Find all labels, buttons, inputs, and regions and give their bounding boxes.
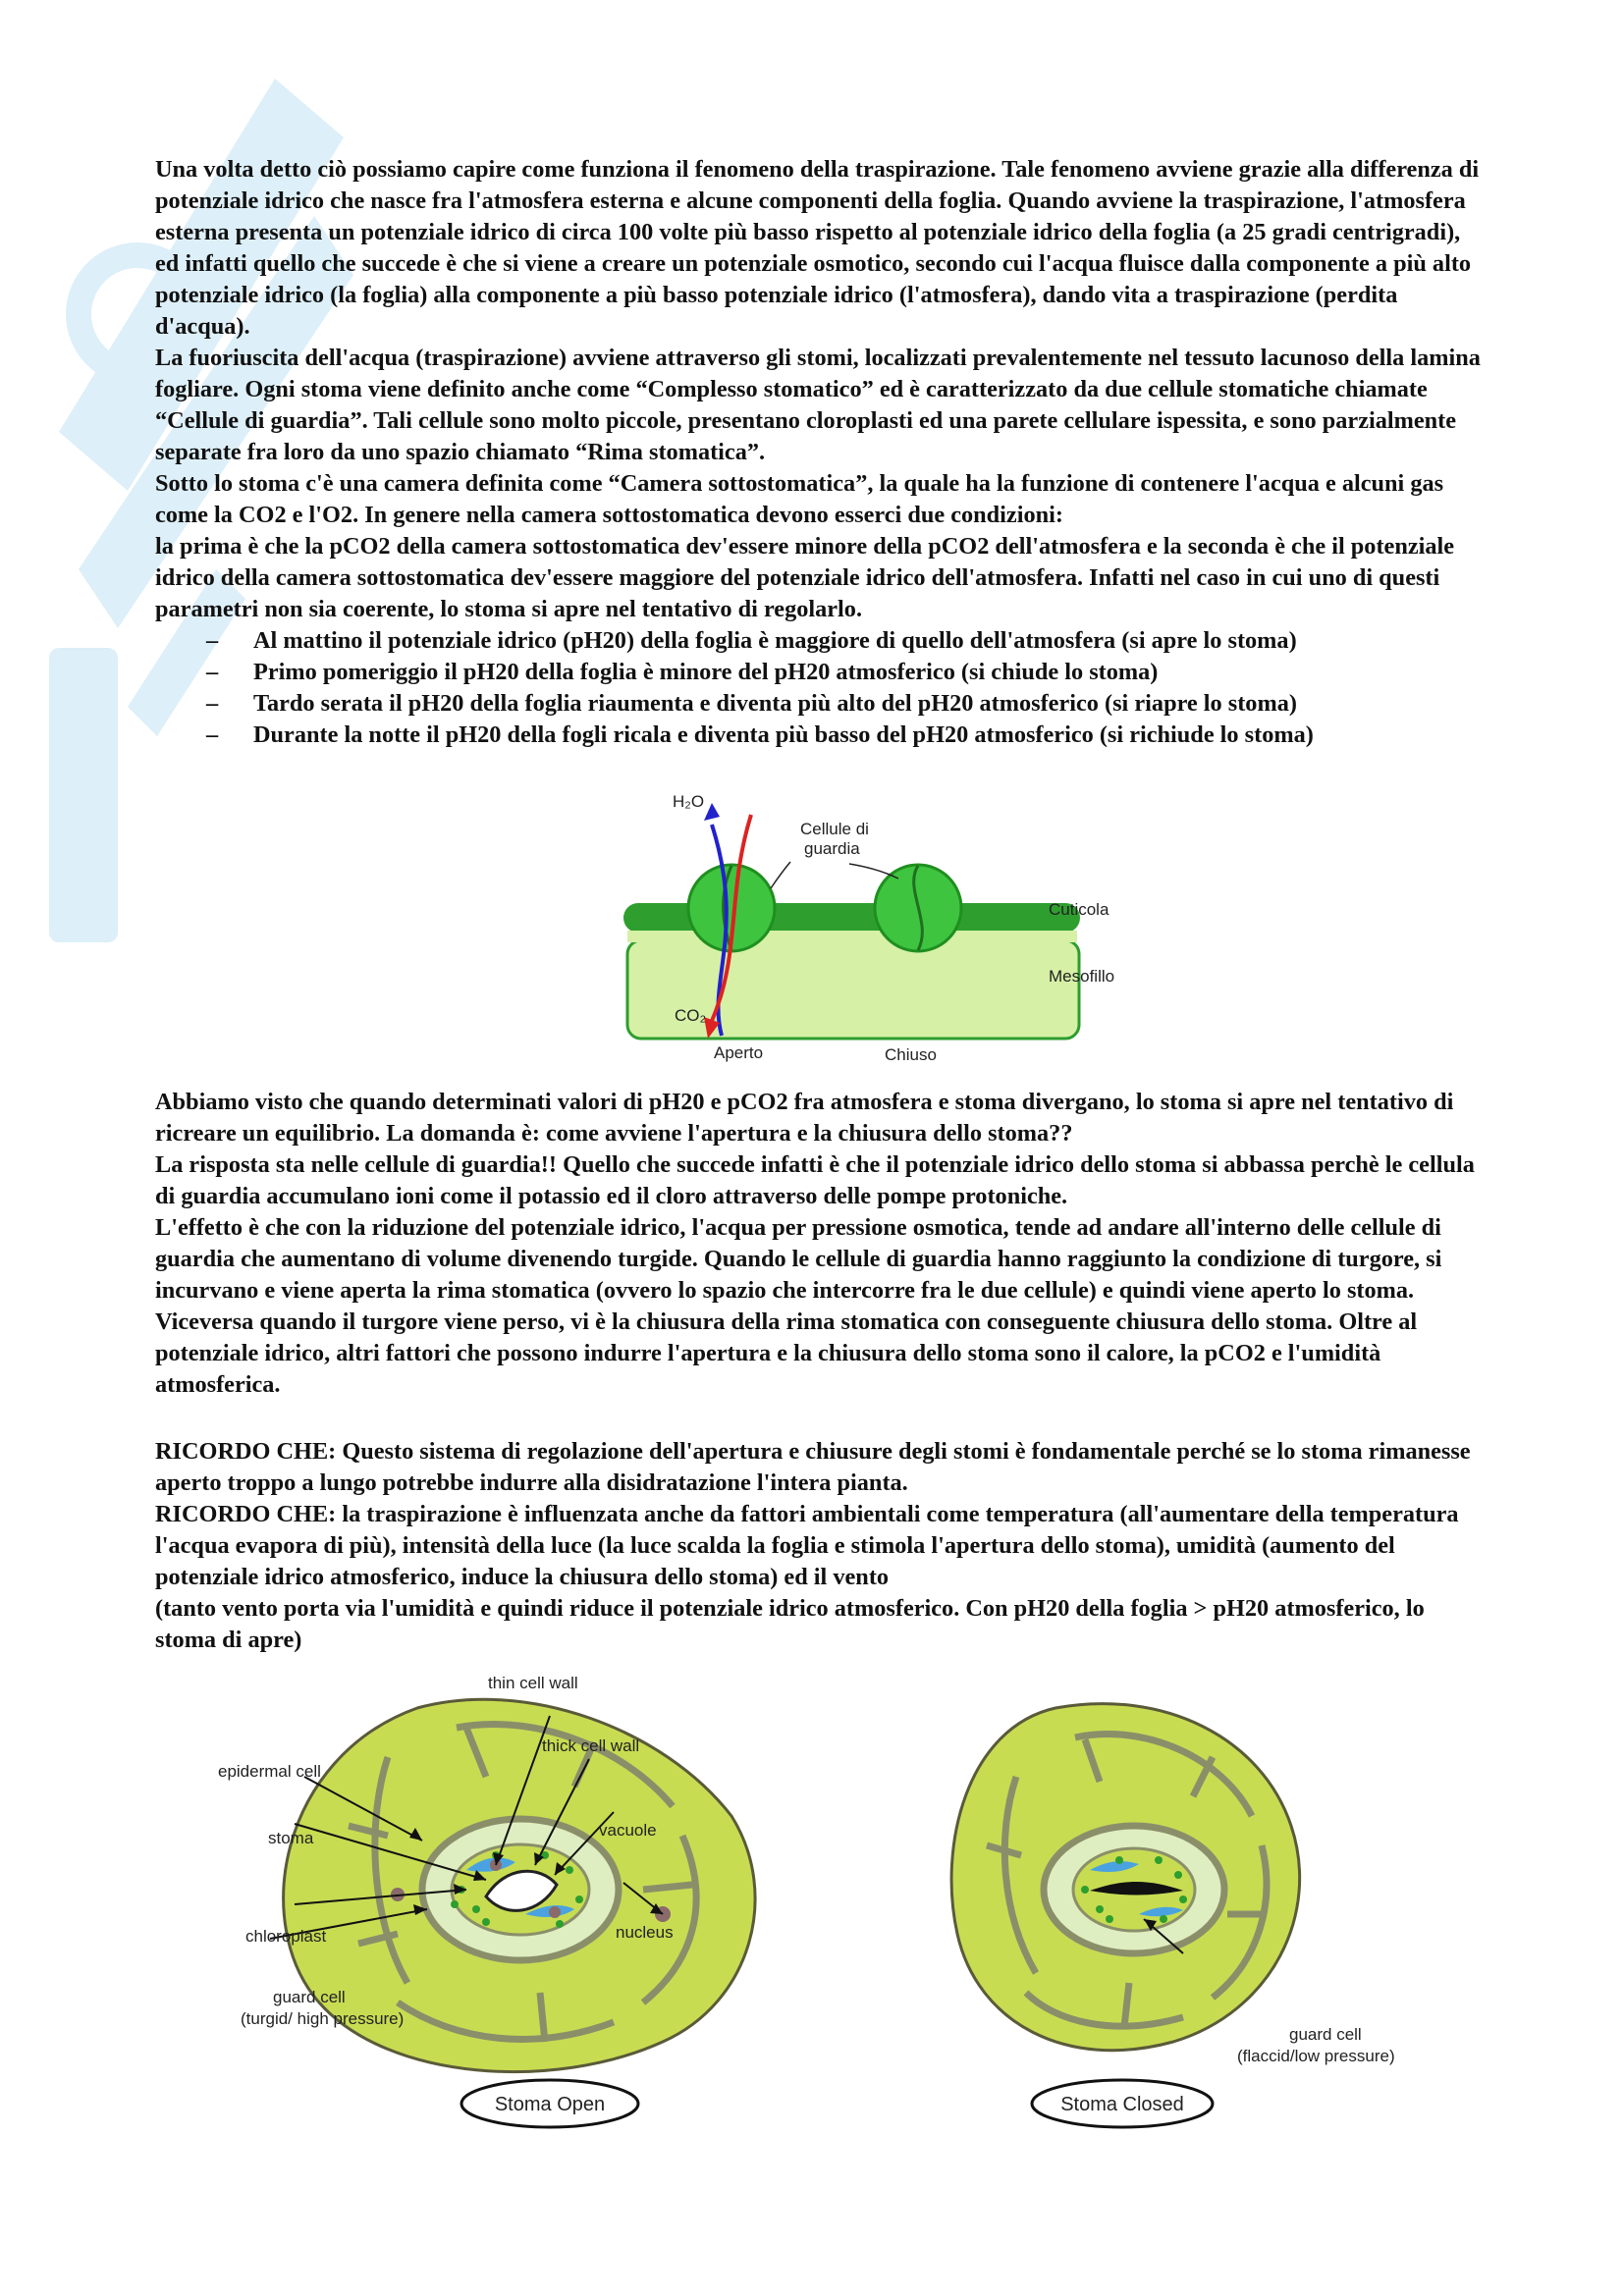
- stoma-label: stoma: [268, 1829, 314, 1847]
- paragraph-camera-sottostomatica: Sotto lo stoma c'è una camera definita come “Camera sottostomatica”, la quale ha la funzione di contenere l'acqua e alcuni gas come la CO2 e l'O2. In genere nella camera sottostomatica devono esserci due condizioni:: [155, 470, 1444, 528]
- thin-cell-wall-label: thin cell wall: [488, 1674, 578, 1692]
- bullet-list: [155, 625, 1483, 751]
- paragraph-effetto: L'effetto è che con la riduzione del potenziale idrico, l'acqua per pressione osmotica, tende ad andare all'interno delle cellule di guardia che aumentano di volume divenendo turgide. Quando le cellule di guardia hanno raggiunto la condizione di turgore, si incurvano e viene aperta la rima stomatica (ovvero lo spazio che intercorre fra le due cellule) e quindi viene aperto lo stoma. Viceversa quando il turgore viene perso, vi è la chiusura della rima stomatica con conseguente chiusura dello stoma. Oltre al potenziale idrico, altri fattori che possono indurre l'apertura e la chiusura dello stoma sono il calore, la pCO2 e l'umidità atmosferica.: [155, 1214, 1442, 1398]
- guard-cell-open-sublabel: (turgid/ high pressure): [241, 2009, 405, 2028]
- vacuole-label: vacuole: [599, 1821, 657, 1840]
- thick-cell-wall-label: thick cell wall: [542, 1736, 640, 1755]
- text-block-bottom: [155, 1436, 1483, 1656]
- cellule-label-2: guardia: [804, 839, 860, 858]
- guard-cell-closed-sublabel: (flaccid/low pressure): [1237, 2047, 1395, 2065]
- list-item: – Primo pomeriggio il pH20 della foglia è minore del pH20 atmosferico (si chiude lo stoma): [155, 657, 1483, 688]
- paragraph-vento: (tanto vento porta via l'umidità e quindi riduce il potenziale idrico atmosferico. Con pH20 della foglia > pH20 atmosferico, lo stoma di apre): [155, 1595, 1425, 1653]
- stoma-closed-caption: Stoma Closed: [1060, 2094, 1184, 2115]
- stoma-open-caption: Stoma Open: [494, 2094, 606, 2115]
- nucleus-label: nucleus: [616, 1923, 674, 1942]
- paragraph-risposta: La risposta sta nelle cellule di guardia!! Quello che succede infatti è che il potenziale idrico dello stoma si abbassa perchè le cellula di guardia accumulano ioni come il potassio ed il cloro attraverso delle pompe protoniche.: [155, 1151, 1475, 1209]
- co2-label: CO₂: [675, 1006, 707, 1025]
- stoma-closed-diagram: [951, 1704, 1300, 2051]
- list-item: – Tardo serata il pH20 della foglia riaumenta e diventa più alto del pH20 atmosferico (si riapre lo stoma): [155, 688, 1483, 720]
- chloroplast-label: chloroplast: [245, 1927, 327, 1946]
- guard-cell-closed-label: guard cell: [1289, 2025, 1362, 2044]
- chiuso-label: Chiuso: [885, 1045, 937, 1064]
- stoma-section-figure: [614, 785, 1134, 1065]
- cellule-label-1: Cellule di: [800, 820, 869, 838]
- paragraph-ricordo-2: RICORDO CHE: la traspirazione è influenzata anche da fattori ambientali come temperatura (all'aumentare della temperatura l'acqua evapora di più), intensità della luce (la luce scalda la foglia e stimola l'apertura dello stoma), umidità (aumento del potenziale idrico atmosferico, induce la chiusura dello stoma) ed il vento: [155, 1501, 1459, 1590]
- guard-cell-open-label: guard cell: [273, 1988, 346, 2006]
- aperto-label: Aperto: [714, 1043, 764, 1062]
- paragraph-domanda: Abbiamo visto che quando determinati valori di pH20 e pCO2 fra atmosfera e stoma divergano, lo stoma si apre nel tentativo di ricreare un equilibrio. La domanda è: come avviene l'apertura e la chiusura dello stoma??: [155, 1089, 1454, 1147]
- paragraph-ricordo-1: RICORDO CHE: Questo sistema di regolazione dell'apertura e chiusure degli stomi è fondamentale perché se lo stoma rimanesse aperto troppo a lungo potrebbe indurre alla disidratazione l'intera pianta.: [155, 1438, 1471, 1496]
- mesofillo-label: Mesofillo: [1049, 967, 1115, 986]
- paragraph-condizioni: la prima è che la pCO2 della camera sottostomatica dev'essere minore della pCO2 dell'atmosfera e la seconda è che il potenziale idrico della camera sottostomatica dev'essere maggiore del potenziale idrico dell'atmosfera. Infatti nel caso in cui uno di questi parametri non sia coerente, lo stoma si apre nel tentativo di regolarlo.: [155, 533, 1455, 622]
- list-item: – Durante la notte il pH20 della fogli ricala e diventa più basso del pH20 atmosferico (si richiude lo stoma): [155, 720, 1483, 751]
- paragraph-stomi: La fuoriuscita dell'acqua (traspirazione) avviene attraverso gli stomi, localizzati prevalentemente nel tessuto lacunoso della lamina fogliare. Ogni stoma viene definito anche come “Complesso stomatico” ed è caratterizzato da due cellule stomatiche chiamate “Cellule di guardia”. Tali cellule sono molto piccole, presentano cloroplasti ed una parete cellulare ispessita, e sono parzialmente separate fra loro da uno spazio chiamato “Rima stomatica”.: [155, 345, 1481, 465]
- stoma-open-closed-figure: [201, 1669, 1478, 2140]
- paragraph-traspirazione: Una volta detto ciò possiamo capire come funziona il fenomeno della traspirazione. Tale fenomeno avviene grazie alla differenza di potenziale idrico che nasce fra l'atmosfera esterna e alcune componenti della foglia. Quando avviene la traspirazione, l'atmosfera esterna presenta un potenziale idrico di circa 100 volte più basso rispetto al potenziale idrico della foglia (a 25 gradi centrigradi), ed infatti quello che succede è che si viene a creare un potenziale osmotico, secondo cui l'acqua fluisce dalla componente a più alto potenziale idrico (la foglia) alla componente a più basso potenziale idrico (l'atmosfera), dando vita a traspirazione (perdita d'acqua).: [155, 156, 1480, 340]
- list-item: – Al mattino il potenziale idrico (pH20) della foglia è maggiore di quello dell'atmosfera (si apre lo stoma): [155, 625, 1483, 657]
- text-block-middle: [155, 1087, 1483, 1401]
- epidermal-cell-label: epidermal cell: [218, 1762, 321, 1781]
- cuticola-label: Cuticola: [1049, 900, 1109, 919]
- text-block-top: [155, 154, 1483, 751]
- h2o-label: H₂O: [673, 792, 705, 811]
